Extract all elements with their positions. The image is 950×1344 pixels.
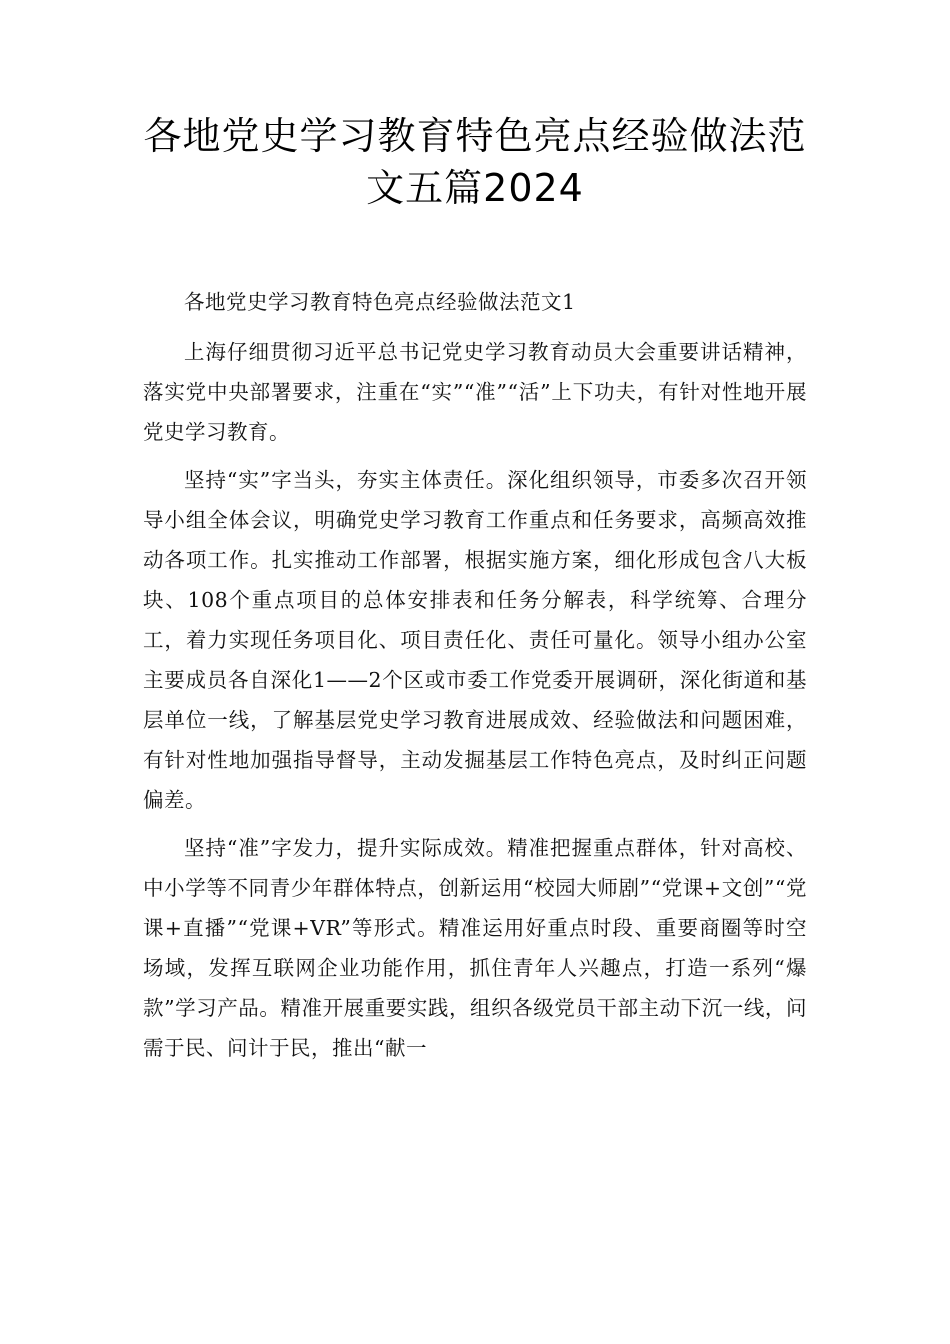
document-title (0, 110, 950, 214)
title-line-2: 文五篇2024 (366, 166, 584, 210)
paragraph-zhun: 坚持“准”字发力，提升实际成效。精准把握重点群体，针对高校、中小学等不同青少年群体特点，创新运用“校园大师剧”“党课+文创”“党课+直播”“党课+VR”等形式。精准运用好重点时段、重要商圈等时空场域，发挥互联网企业功能作用，抓住青年人兴趣点，打造一系列“爆款”学习产品。精准开展重要实践，组织各级党员干部主动下沉一线，问需于民、问计于民，推出“献一 (143, 836, 807, 1060)
paragraph-intro: 上海仔细贯彻习近平总书记党史学习教育动员大会重要讲话精神，落实党中央部署要求，注重在“实”“准”“活”上下功夫，有针对性地开展党史学习教育。 (143, 340, 807, 444)
section-subheading: 各地党史学习教育特色亮点经验做法范文1 (184, 290, 576, 314)
paragraph-shi: 坚持“实”字当头，夯实主体责任。深化组织领导，市委多次召开领导小组全体会议，明确党史学习教育工作重点和任务要求，高频高效推动各项工作。扎实推动工作部署，根据实施方案，细化形成包含八大板块、108个重点项目的总体安排表和任务分解表，科学统筹、合理分工，着力实现任务项目化、项目责任化、责任可量化。领导小组办公室主要成员各自深化1——2个区或市委工作党委开展调研，深化街道和基层单位一线，了解基层党史学习教育进展成效、经验做法和问题困难，有针对性地加强指导督导，主动发掘基层工作特色亮点，及时纠正问题偏差。 (143, 468, 807, 812)
title-line-1: 各地党史学习教育特色亮点经验做法范 (143, 114, 807, 158)
document-body (143, 282, 807, 1076)
